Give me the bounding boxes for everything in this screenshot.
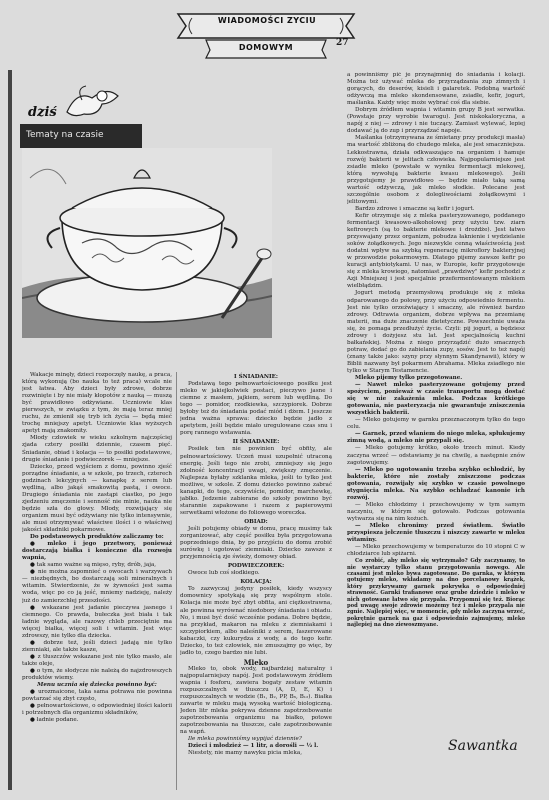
- list-item: ● z tłuszczów wskazane jest nie tylko masło, ale także oleje,: [22, 653, 172, 667]
- paragraph: Ile mleka powinniśmy wypijać dziennie?: [188, 736, 302, 743]
- paragraph: To zazwyczaj jedyny posiłek, kiedy wszyscy domownicy spotykają się przy wspólnym stole. Kolacja nie może być zbyt obfita, ani ciężkostrawna, ale powinna wyrównać niedobory śniadania i obiadu. No, i musi być dość wcześnie podana. Dobre będzie, na przykład, makaron na mleku z ziemniakami i szczypiorkiem, albo naleśniki z serem, faszerowane kabaczki, czy kukurydza z wody, a do tego kefir. Dziecko, to też człowiek, nie zmuszajmy go więc, by jadło to, czego bardzo nie lubi.: [180, 586, 332, 656]
- paragraph: Wakacje minęły, dzieci rozpoczęły naukę, a praca, którą wykonują (bo nauka to też praca) wcale nie jest łatwa. Aby dzieci były zdrowe, dobrze rozwinięte i by nie miały kłopotów z nauką — muszą być prawidłowo odżywiane. Uczniowie klas pierwszych, w związku z tym, że mają teraz mniej ruchu, że zmienił się tryb ich życia — będą mieć trochę mniejszy apetyt. Uczniowie klas wyższych apetyt mają znakomity.: [22, 372, 172, 435]
- page-number: 27: [336, 38, 349, 48]
- paragraph: Jeśli potujemy obiady w domu, pracę musimy tak zorganizować, aby część posiłku była przygotowana poprzedniego dnia, by po przyjściu do domu zrobić surówkę i ugotować ziemniaki. Dziecko zawsze z przyjemnością zje świeży, domowy obiad.: [180, 525, 332, 561]
- paragraph: Dzieci i młodzież — 1 litr, a dorośli — ½ l.: [188, 743, 319, 750]
- subheading: OBIAD:: [244, 518, 268, 525]
- section-kicker: dziś: [28, 105, 57, 120]
- paragraph: Maślanka (otrzymywana ze śmietany przy produkcji masła) ma wartość zbliżoną do chudego mleka, ale jest smaczniejsza. Lekkostrawna, działa odkwaszająco na organizm i hamuje rozwój bakterii w jelitach człowieka. Najpopularniejsze jest zsiadłe mleko (powstałe w wyniku fermentacji mlekowej, którą wywołują bakterie kwasu mlekowego). Jeśli przygotujemy je prawidłowo — będzie miało taką samą wartość odżywczą, jak mleko słodkie. Polecane jest szczególnie osobom z dolegliwościami żołądkowymi i jelitowymi.: [347, 135, 525, 205]
- masthead: [176, 8, 356, 60]
- left-border-rule: [8, 70, 12, 790]
- list-item: — Mleko gotujemy w garnku przeznaczonym tylko do tego celu.: [347, 417, 525, 431]
- list-item: — Mleko po ugotowaniu trzeba szybko ochłodzić, by bakterie, które nie zostały zniszczone podczas gotowania, rozwijały się szybko w czasie powolnego stygnięcia mleka. Na szybko ochładzać kanonie ich rozwój.: [347, 466, 525, 501]
- subheading: KOLACJA:: [240, 579, 272, 586]
- list-item: — Mleko chronimy przed światłem. Światło przyspiesza jełczenie tłuszczu i niszczy zawarte w mleku witaminy.: [347, 523, 525, 544]
- list-item: ● nie można zapomnieć o owocach i warzywach — niezbędnych, bo dostarczają soli mineralnych i witamin. Stwierdzenie, że w żywności jest sama woda, więc po co ją jeść, mniemy nadzieję, należy już do zamierzchłej przeszłości.: [22, 569, 172, 604]
- paragraph: Podstawą tego pełnowartościowego posiłku jest mleko w jakiejkolwiek postaci, pieczywo jasne i ciemne z masłem, jajkiem, serem lub wędliną. Do tego — pomidor, rzodkiewka, szczypiorek. Dobrze byłoby też do śniadania podać miód i dżem. I jeszcze jedna ważna sprawa: dziecko będzie jadło z apetytem, jeśli będzie miało uregulowane czas snu i porę rannego wstawania.: [180, 381, 332, 437]
- cherub-icon: [62, 82, 122, 122]
- paragraph: Dziecko, przed wyjściem z domu, powinno zjeść porządne śniadanie, a w szkole, po trzech, czterech godzinach lekcyjnych — kanapkę z serem lub wędliną, albo jakąś smakowitą pastą, i owoce. Drugiego śniadania nie zastąpi ciastko, po jego zjedzeniu zmęczenie i senność nie minie, nauka nie będzie szła do głowy. Młody, rozwijający się organizm musi być odżywiany nie tylko intensywnie, ale musi otrzymywać właściwe ilości i o właściwej jakości składniki pokarmowe.: [22, 463, 172, 534]
- paragraph: Jogurt metodą przemysłową produkuje się z mleka odparowanego do połowy, przy użyciu odpowiednio fermentu. Jest nie tylko orzeźwiający i smaczny, ale również bardzo zdrowy. Odtrawia organizm, dobrze wpływa na przemianę materii, ma duże znaczenie dietetyczne. Powszechnie uważa się, że pomaga przedłużyć życie. Czyli: pij jogurt, a będziesz zdrowy i dożyjesz stu lat. Jest specjalnością kuchni bałkańskiej. Można z niego przyrządzić dużo smacznych potraw, dodać go do zabielania zupy, sosów. Jest to też napój (znany także jako: szyny przy słynnym Skandynawii), który w Biblii nazwany był pokarmem Abrahama. Mleka zsiadłego nie tylko w Starym Testamencie.: [347, 290, 525, 374]
- paragraph: Posiłek ten nie powinien być obfity, ale pełnowartościowy. Uczeń musi uzupełnić utraconą energię. Jeśli tego nie zrobi, zmniejszy się jego zdolność koncentracji uwagi, zwiększy zmęczenie. Najlepsza byłaby szklanka mleka, jeśli to tylko jest możliwe, w szkole. Z domu dziecko powinno zabrać kanapki, do tego, oczywiście, pomidor, marchewkę, jabłko. Jedzenie zabierane do szkoły powinno być starannie zapakowane i razem z papierowymi serwetkami włożone do foliowego woreczka.: [180, 446, 332, 516]
- paragraph: Co zrobić, aby mleko się wytrzymało? Gdy zaczynamy, to nie wystarczy tylko stanu przygotowania nowego. Ale czasami jest mleko bywa zagotowane. Do garnka, w którym gotujemy mleko, wkładamy na dno porcelanowy krążek, który przykrywamy garnek pokrywka o odpowiedniej strawność. Garnki trafianowe oraz grube dziedzie i mleko w nich gotowane łatwo się przypala. Przypomni się też. Biorąc pod uwagę swoje zdrowie możemy też i mleko przypala nie zgnie. Najlepiej więc, w momencie, gdy mleko zaczyna wrzeć, pokrętnie garnek na gaz i odpowiednio zajmujemy, mleko najlepiej na dno ziewoszmyane.: [347, 558, 525, 629]
- paragraph: Owoce lub coś słodkiego.: [188, 570, 260, 577]
- paragraph: a powinniśmy pić je przynajmniej do śniadania i kolacji. Można też używać mleka do przyrządzania zup zimnych i gorących, do deserów, kisieli i galaretek. Podobną wartość odżywczą ma mleko skondensowane, zsiadłe, kefir, jogurt, maślanka. Każdy więc może wybrać coś dla siebie.: [347, 72, 525, 107]
- paragraph: Dobrym źródłem wapnia i witamin grupy B jest serwatka. (Powstaje przy wyrobie twarogu). Jest niskokaloryczna, a napój z niej — zdrowy i nie tuczący. Zamiast wylewać, lepiej dodawać ją do zup i przyrządzać napoje.: [347, 107, 525, 135]
- masthead-title: WIADOMOŚCI ZYCIU: [217, 16, 317, 25]
- list-item: ● o tym, że słodycze nie należą do najzdrowszych produktów wiemy.: [22, 667, 172, 682]
- list-item: ● urozmaicone, taka sama potrawa nie powinna powtarzać się zbyt często,: [22, 689, 172, 703]
- soup-tureen-illustration: [22, 148, 272, 338]
- masthead-subtitle: DOMOWYM: [238, 43, 294, 52]
- list-item: ● tak samo ważne są mięso, ryby, drób, jaja,: [30, 562, 157, 569]
- paragraph: Młody człowiek w wieku szkolnym najczęściej zjada cztery posiłki dziennie, czasem pięć. Śniadanie, obiad i kolacja — to posiłki podstawowe, drugie śniadanie i podwieczorek — mniejsze.: [22, 435, 172, 463]
- list-item: — Mleko gotujemy krótko, około trzech minut. Kiedy zaczyna wrzeć — odstawiamy je na chwilę, a następnie znów zagotowujemy.: [347, 445, 525, 466]
- list-item: ● mleko i jego przetwory, ponieważ dostarczają białka i konieczne dla rozwoju wapnia,: [22, 541, 172, 562]
- list-item: — Nawet mleko pasteryzowane gotujemy przed spożyciem, ponieważ w czasie transportu mogą dostać się w nie zakażenia mleka. Podczas krótkiego gotowania, nie pasteryzacja nie gwarantuje zniszczenia wszystkich bakterii.: [347, 382, 525, 417]
- author-signature: Sawantka: [448, 738, 518, 754]
- subheading: Mleko: [243, 657, 269, 667]
- paragraph: Bardzo zdrowe i smaczne są kefir i jogurt.: [355, 205, 475, 212]
- subheading: PODWIECZOREK:: [227, 563, 285, 570]
- list-item: ● pełnowartościowe, o odpowiedniej ilości kalorii i potrzebnych dla organizmu składników,: [22, 703, 172, 717]
- paragraph: Mleko pijemy tylko przegotowane.: [355, 375, 463, 382]
- list-item: ● wskazane jest jadanie pieczywa jasnego i ciemnego. Co prawda, bułeczka jest biała i tak ładnie wygląda, ale razowy chleb przeciętnie ma więcej białka, więcej soli i witamin. Jest więc zdrowszy, nie tylko dla dziecka.: [22, 604, 172, 639]
- subheading: I ŚNIADANIE:: [234, 374, 278, 380]
- list-item: ● ładnie podane.: [30, 717, 79, 724]
- section-label: Tematy na czasie: [26, 130, 104, 140]
- column-rule: [176, 372, 177, 790]
- list-item: — Mleko przechowujemy w temperaturze do 10 stopni C w chłodziarce lub spiżarni.: [347, 544, 525, 558]
- subheading: II ŚNIADANIE:: [232, 439, 280, 446]
- list-item: — Mleko chłodzimy i przechowujemy w tym samym naczyniu, w którym się gotowało. Podczas gotowania wytwarza się na nim kożuch.: [347, 501, 525, 522]
- paragraph: Niestety, nie mamy nawyku picia mleka,: [188, 750, 302, 757]
- list-heading: Menu ucznia się dziecka powinno być:: [37, 682, 157, 689]
- list-heading: Do podstawowych produktów zaliczamy to:: [30, 534, 164, 541]
- article-column-3: [347, 72, 525, 712]
- paragraph: Mleko to, obok wody, najbardziej naturalny i najpopularniejszy napój. Jest podstawowym źródłem wapnia i fosforu, zawiera bogaty zestaw witamin rozpuszczalnych w tłuszczu (A, D, E, K) i rozpuszczalnych w wodzie (B₁, B₂, PP, B₆, B₁₂). Białka zawarte w mleku mają wysoką wartość biologiczną. Jeden litr mleka pokrywa dzienne zapotrzebowanie zapotrzebowania organizmu na białko, potowe zapotrzebowania na tłuszcze, całe zapotrzebowanie na wapń.: [180, 665, 332, 736]
- paragraph: Kefir otrzymuje się z mleka pasteryzowanego, poddanego fermentacji kwasowo-alkoholowej przy użyciu tzw. ziarn kefirowych (są to bakterie mlekowe i drożdże). Jest łatwo przyswajany przez organizm, pobudza łaknienie i wydzielanie soków żołądkowych. Jego niezwykle cenną właściwością jest dodatni wpływ na szybką regenerację mikroflory bakteryjnej w przewodzie pokarmowym. Dlatego pijemy zawsze kefir po kuracji antybiotykami. U nas, w Europie, kefir przygotowuje się z mleka krowiego, natomiast „prawdziwy" kefir pochodzi z Azji Mniejszej i jest specjalnie przefermentowanym mlekiem wielbłądzim.: [347, 212, 525, 290]
- article-column-1: [22, 372, 172, 790]
- list-item: — Garnek, przed wlaniem do niego mleka, spłukujemy zimną wodą, a mleko nie przypali się.: [347, 431, 525, 445]
- list-item: ● dobrze też, jeśli dzieci jadają nie tylko ziemniaki, ale także kasze,: [22, 639, 172, 653]
- article-column-2: [180, 372, 332, 790]
